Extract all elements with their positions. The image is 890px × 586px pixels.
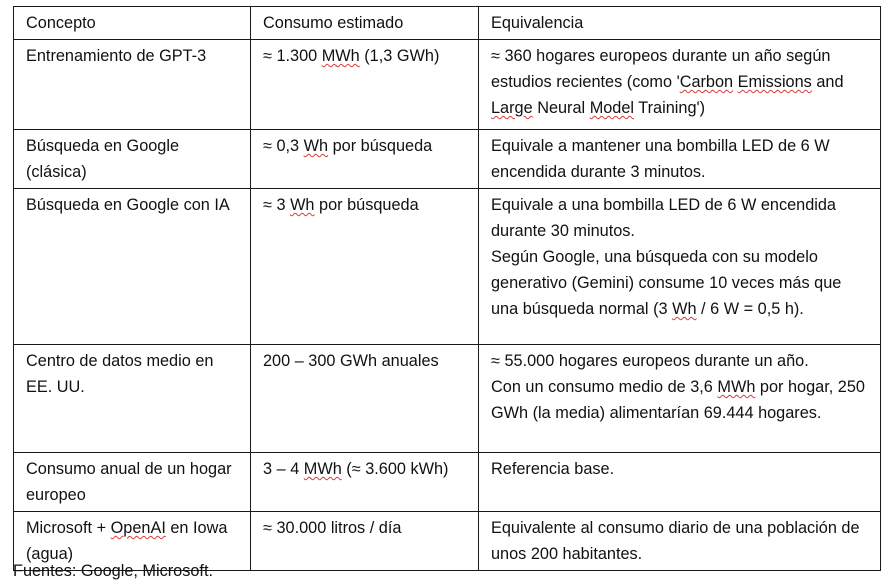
- equivalencia-paragraph: Equivalente al consumo diario de una población de unos 200 habitantes.: [491, 519, 860, 563]
- cell-consumo: ≈ 30.000 litros / día: [251, 512, 479, 571]
- cell-equivalencia: [479, 512, 881, 571]
- table-row: [14, 40, 881, 130]
- cell-consumo: 200 – 300 GWh anuales: [251, 345, 479, 453]
- header-consumo: Consumo estimado: [251, 7, 479, 40]
- table-row: [14, 189, 881, 345]
- cell-concepto: Búsqueda en Google (clásica): [14, 130, 251, 189]
- cell-equivalencia: [479, 130, 881, 189]
- cell-consumo: ≈ 1.300 MWh (1,3 GWh): [251, 40, 479, 130]
- cell-equivalencia: [479, 189, 881, 345]
- equivalencia-paragraph: Según Google, una búsqueda con su modelo generativo (Gemini) consume 10 veces más que una búsqueda normal (3 Wh / 6 W = 0,5 h).: [491, 248, 842, 318]
- table-body: [14, 7, 881, 571]
- cell-equivalencia: [479, 453, 881, 512]
- table-row: [14, 345, 881, 453]
- cell-concepto: Consumo anual de un hogar europeo: [14, 453, 251, 512]
- spellcheck-marked-word: Model: [589, 99, 635, 117]
- equivalencia-paragraph: Referencia base.: [491, 460, 615, 478]
- header-row: [14, 7, 881, 40]
- cell-equivalencia: [479, 345, 881, 453]
- table-row: [14, 453, 881, 512]
- equivalencia-paragraph: Equivale a una bombilla LED de 6 W encendida durante 30 minutos.: [491, 196, 836, 240]
- spellcheck-marked-word: Emissions: [737, 73, 812, 91]
- table-row: [14, 130, 881, 189]
- cell-concepto: Entrenamiento de GPT-3: [14, 40, 251, 130]
- spellcheck-marked-word: MWh: [321, 47, 360, 65]
- spellcheck-marked-word: MWh: [717, 378, 756, 396]
- cell-concepto: Búsqueda en Google con IA: [14, 189, 251, 345]
- equivalencia-paragraph: ≈ 55.000 hogares europeos durante un año.: [491, 352, 809, 370]
- spellcheck-marked-word: Large: [491, 99, 533, 117]
- header-equivalencia: Equivalencia: [479, 7, 881, 40]
- cell-concepto: Centro de datos medio en EE. UU.: [14, 345, 251, 453]
- spellcheck-marked-word: MWh: [303, 460, 342, 478]
- equivalencia-paragraph: Equivale a mantener una bombilla LED de 6 W encendida durante 3 minutos.: [491, 137, 830, 181]
- spellcheck-marked-word: Wh: [672, 300, 697, 318]
- data-table: [13, 6, 881, 571]
- cell-consumo: ≈ 0,3 Wh por búsqueda: [251, 130, 479, 189]
- cell-consumo: ≈ 3 Wh por búsqueda: [251, 189, 479, 345]
- sources-footnote: Fuentes: Google, Microsoft.: [13, 562, 213, 580]
- cell-consumo: 3 – 4 MWh (≈ 3.600 kWh): [251, 453, 479, 512]
- header-concepto: Concepto: [14, 7, 251, 40]
- spellcheck-marked-word: Wh: [303, 137, 329, 155]
- cell-equivalencia: [479, 40, 881, 130]
- cell-concepto: Microsoft + OpenAI en Iowa (agua): [14, 512, 251, 571]
- spellcheck-marked-word: OpenAI: [110, 519, 166, 537]
- equivalencia-paragraph: Con un consumo medio de 3,6 MWh por hogar, 250 GWh (la media) alimentarían 69.444 hogares.: [491, 378, 865, 422]
- equivalencia-paragraph: ≈ 360 hogares europeos durante un año según estudios recientes (como 'Carbon Emissions and Large Neural Model Training'): [491, 47, 844, 117]
- spellcheck-marked-word: Wh: [290, 196, 315, 214]
- spellcheck-marked-word: Carbon: [679, 73, 734, 91]
